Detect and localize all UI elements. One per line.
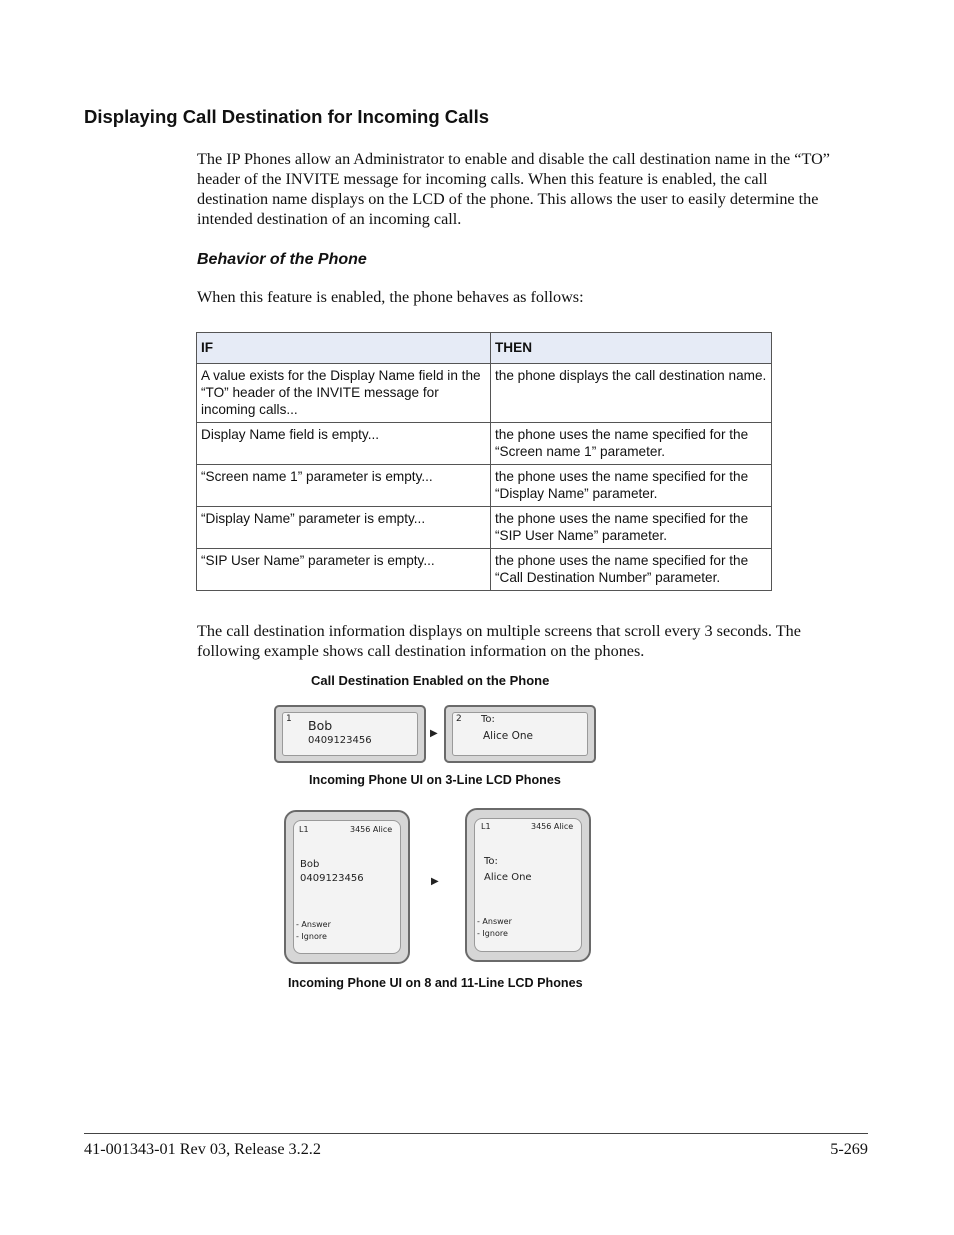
table-cell-if: A value exists for the Display Name field in the “TO” header of the INVITE message for incoming calls...	[197, 364, 491, 423]
phone-3line-screen-1	[274, 705, 426, 763]
lcd-display	[452, 712, 588, 756]
lcd-display	[474, 818, 582, 952]
to-label: To:	[484, 856, 498, 867]
figure-title: Call Destination Enabled on the Phone	[311, 673, 550, 688]
phone-8line-screen-2	[465, 808, 591, 962]
lcd-display	[282, 712, 418, 756]
intro-line: The IP Phones allow an Administrator to enable and disable the call destination name in the “TO”	[197, 150, 830, 168]
table-header-if: IF	[197, 333, 491, 364]
table-cell-then: the phone uses the name specified for the “SIP User Name” parameter.	[491, 507, 772, 549]
caption-8line: Incoming Phone UI on 8 and 11-Line LCD Phones	[288, 976, 583, 990]
table-row	[197, 465, 772, 507]
screen-index: 1	[286, 714, 292, 724]
table-cell-then: the phone uses the name specified for the “Call Destination Number” parameter.	[491, 549, 772, 591]
status-text: 3456 Alice	[350, 825, 393, 834]
footer-doc-id: 41-001343-01 Rev 03, Release 3.2.2	[84, 1140, 321, 1158]
intro-line: intended destination of an incoming call.	[197, 210, 462, 228]
lcd-display	[293, 820, 401, 954]
table-header-row	[197, 333, 772, 364]
table-cell-if: “Display Name” parameter is empty...	[197, 507, 491, 549]
line-label: L1	[481, 822, 491, 831]
scroll-line: following example shows call destination information on the phones.	[197, 642, 645, 660]
scroll-line: The call destination information displays on multiple screens that scroll every 3 seconds. The	[197, 622, 801, 640]
arrow-right-icon: ▶	[431, 876, 439, 887]
intro-line: header of the INVITE message for incoming calls. When this feature is enabled, the call	[197, 170, 768, 188]
table-cell-if: “Screen name 1” parameter is empty...	[197, 465, 491, 507]
to-label: To:	[481, 714, 495, 725]
caller-number: 0409123456	[308, 735, 372, 746]
table-row	[197, 423, 772, 465]
destination-name: Alice One	[483, 730, 533, 742]
caller-name: Bob	[308, 718, 333, 733]
table-cell-then: the phone uses the name specified for the “Screen name 1” parameter.	[491, 423, 772, 465]
softkey-answer: - Answer	[296, 920, 331, 929]
footer-page-number: 5-269	[830, 1140, 868, 1158]
softkey-ignore: - Ignore	[296, 932, 327, 941]
caller-number: 0409123456	[300, 873, 364, 884]
table-row	[197, 364, 772, 423]
subheading: Behavior of the Phone	[197, 251, 367, 268]
table-row	[197, 549, 772, 591]
table-cell-if: Display Name field is empty...	[197, 423, 491, 465]
destination-name: Alice One	[484, 872, 532, 883]
behavior-table	[196, 332, 772, 591]
section-heading: Displaying Call Destination for Incoming Calls	[84, 106, 490, 127]
table-header-then: THEN	[491, 333, 772, 364]
arrow-right-icon: ▶	[430, 728, 438, 739]
softkey-ignore: - Ignore	[477, 929, 508, 938]
table-row	[197, 507, 772, 549]
phone-3line-screen-2	[444, 705, 596, 763]
footer-divider	[84, 1133, 868, 1134]
phone-8line-screen-1	[284, 810, 410, 964]
scroll-paragraph	[197, 621, 801, 661]
caption-3line: Incoming Phone UI on 3-Line LCD Phones	[309, 773, 561, 787]
table-cell-if: “SIP User Name” parameter is empty...	[197, 549, 491, 591]
status-text: 3456 Alice	[531, 822, 574, 831]
line-label: L1	[299, 825, 309, 834]
screen-index: 2	[456, 714, 462, 724]
table-cell-then: the phone uses the name specified for the “Display Name” parameter.	[491, 465, 772, 507]
caller-name: Bob	[300, 859, 320, 870]
intro-paragraph	[197, 149, 830, 229]
softkey-answer: - Answer	[477, 917, 512, 926]
intro-line: destination name displays on the LCD of the phone. This allows the user to easily determine the	[197, 190, 819, 208]
table-cell-then: the phone displays the call destination name.	[491, 364, 772, 423]
behavior-intro: When this feature is enabled, the phone behaves as follows:	[197, 288, 584, 306]
